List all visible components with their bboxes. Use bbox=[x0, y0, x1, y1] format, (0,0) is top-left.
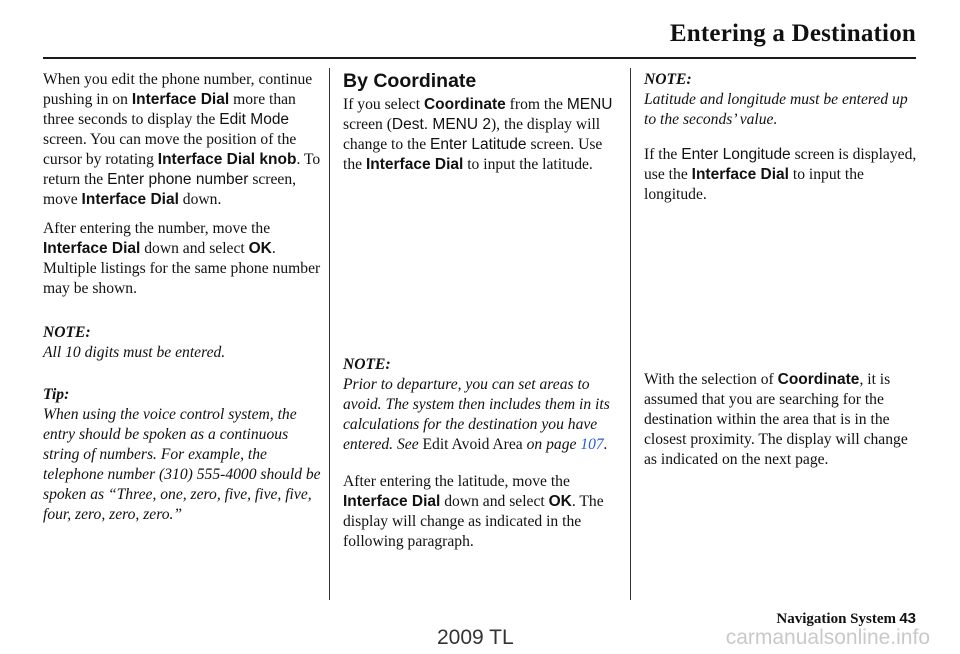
ui-label: Coordinate bbox=[777, 371, 860, 388]
ui-label: Coordinate bbox=[423, 96, 506, 113]
page-title: Entering a Destination bbox=[669, 20, 916, 47]
ui-label: OK bbox=[548, 493, 572, 510]
paragraph-select-ok: After entering the number, move the Interface Dial down and select OK. Multiple listings for the same phone number may be shown. bbox=[43, 220, 321, 297]
ui-label: Interface Dial knob bbox=[157, 151, 297, 168]
ui-label: OK bbox=[248, 240, 272, 257]
ui-label: Enter Longitude bbox=[681, 146, 791, 163]
note-text: Latitude and longitude must be entered up to the seconds’ value. bbox=[644, 91, 908, 128]
ui-label: Enter Latitude bbox=[430, 136, 527, 153]
column-3 bbox=[644, 70, 920, 470]
header-divider bbox=[43, 57, 916, 59]
paragraph-after-latitude: After entering the latitude, move the Interface Dial down and select OK. The display will change as indicated in the following paragraph. bbox=[343, 473, 604, 550]
column-divider-1 bbox=[329, 68, 330, 600]
section-heading: By Coordinate bbox=[343, 70, 477, 92]
paragraph-longitude: If the Enter Longitude screen is displayed, use the Interface Dial to input the longitude. bbox=[644, 146, 917, 203]
note-text: Prior to departure, you can set areas to avoid. The system then includes them in its calculations for the destination you have entered. See Edit Avoid Area on page 107. bbox=[343, 376, 610, 453]
page-link[interactable]: 107 bbox=[580, 436, 604, 453]
paragraph-coordinate: If you select Coordinate from the MENU screen (Dest. MENU 2), the display will change to the Enter Latitude screen. Use the Interface Dial to input the latitude. bbox=[343, 96, 613, 173]
column-divider-2 bbox=[630, 68, 631, 600]
ui-label: Dest. MENU 2 bbox=[391, 116, 491, 133]
ui-label: Enter phone number bbox=[107, 171, 249, 188]
ui-label: Interface Dial bbox=[131, 91, 230, 108]
page-number: 43 bbox=[899, 610, 916, 627]
model-label: 2009 TL bbox=[437, 626, 514, 649]
ui-label: MENU bbox=[566, 96, 613, 113]
ui-label: Interface Dial bbox=[691, 166, 789, 183]
tip-label: Tip: bbox=[43, 386, 70, 403]
footer-section-name: Navigation System bbox=[776, 611, 896, 627]
ui-label: Interface Dial bbox=[343, 493, 441, 510]
note-label: NOTE: bbox=[343, 356, 391, 373]
note-label: NOTE: bbox=[644, 71, 692, 88]
cross-reference: Edit Avoid Area bbox=[422, 436, 523, 453]
paragraph-edit-phone: When you edit the phone number, continue pushing in on Interface Dial more than three seconds to display the Edit Mode screen. You can move the position of the cursor by rotating Interface Dial knob. To return the Enter phone number screen, move Interface Dial down. bbox=[43, 71, 321, 208]
note-label: NOTE: bbox=[43, 324, 91, 341]
ui-label: Interface Dial bbox=[81, 191, 179, 208]
ui-label: Interface Dial bbox=[43, 240, 141, 257]
watermark-text: carmanualsonline.info bbox=[725, 626, 930, 649]
column-1 bbox=[43, 70, 321, 525]
ui-label: Interface Dial bbox=[365, 156, 464, 173]
tip-text: When using the voice control system, the entry should be spoken as a continuous string of numbers. For example, the telephone number (310) 555-4000 should be spoken as “Three, one, zero, five, five, five, four, zero, zero, zero.” bbox=[43, 406, 321, 523]
note-text: All 10 digits must be entered. bbox=[43, 344, 226, 361]
ui-label: Edit Mode bbox=[219, 111, 290, 128]
paragraph-coordinate-selection: With the selection of Coordinate, it is assumed that you are searching for the destination within the area that is in the closest proximity. The display will change as indicated on the next page. bbox=[644, 371, 908, 468]
column-2 bbox=[343, 70, 620, 552]
